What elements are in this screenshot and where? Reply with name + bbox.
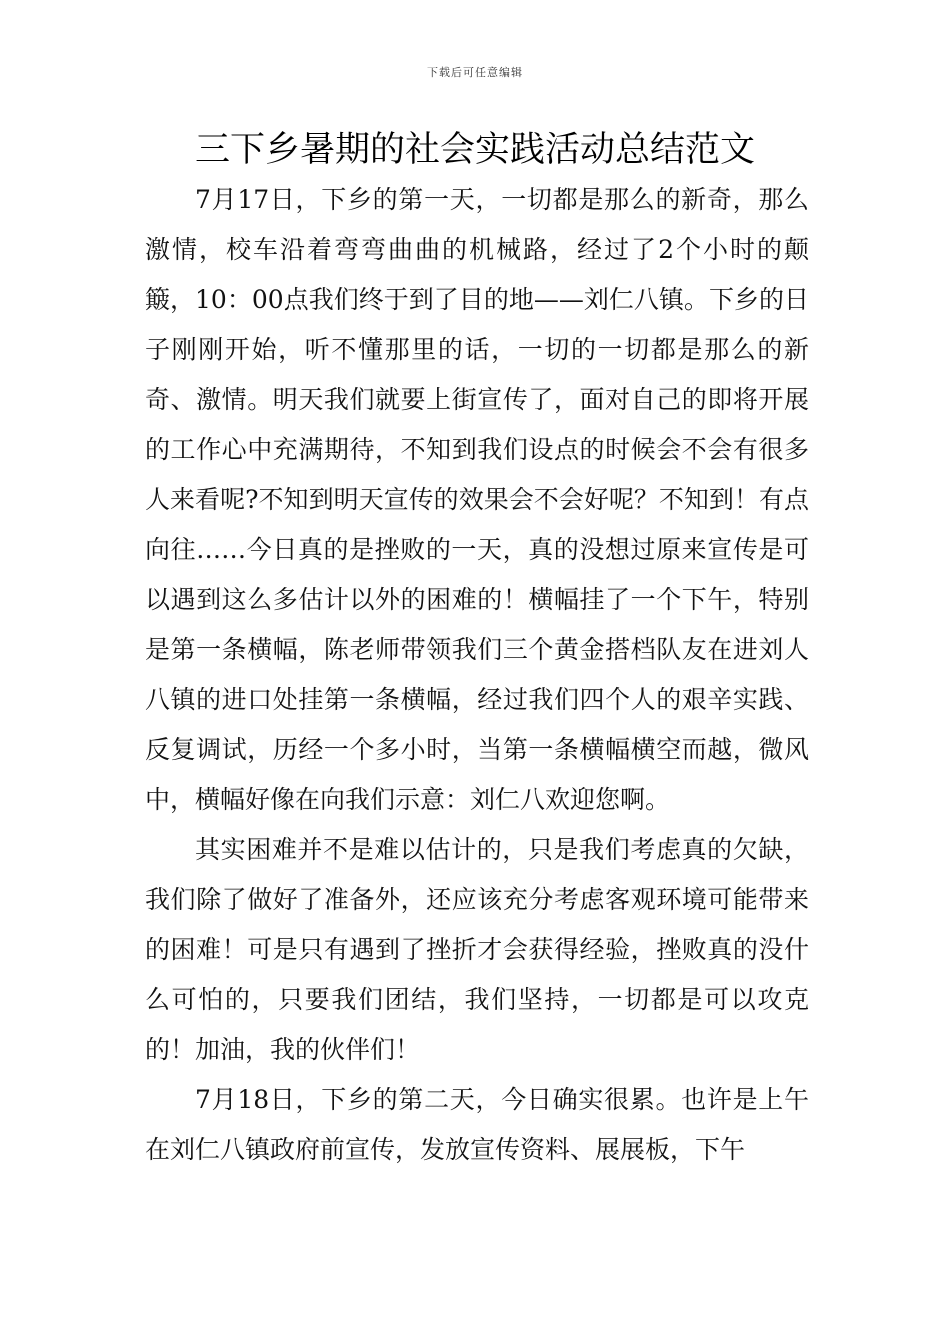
- document-title: 三下乡暑期的社会实践活动总结范文: [194, 130, 755, 170]
- header-note: 下载后可任意编辑: [427, 66, 523, 79]
- paragraph: 7月17日，下乡的第一天，一切都是那么的新奇，那么激情，校车沿着弯弯曲曲的机械路，经过了2个小时的颠簸，10：00点我们终于到了目的地——刘仁八镇。下乡的日子刚刚开始，听不懂那里的话，一切的一切都是那么的新奇、激情。明天我们就要上街宣传了，面对自己的即将开展的工作心中充满期待，不知到我们设点的时候会不会有很多人来看呢?不知到明天宣传的效果会不会好呢？不知到！有点向往……今日真的是挫败的一天，真的没想过原来宣传是可以遇到这么多估计以外的困难的！横幅挂了一个下午，特别是第一条横幅，陈老师带领我们三个黄金搭档队友在进刘人八镇的进口处挂第一条横幅，经过我们四个人的艰辛实践、反复调试，历经一个多小时，当第一条横幅横空而越，微风中，横幅好像在向我们示意：刘仁八欢迎您啊。: [145, 185, 809, 814]
- paragraph: 其实困难并不是难以估计的，只是我们考虑真的欠缺，我们除了做好了准备外，还应该充分考虑客观环境可能带来的困难！可是只有遇到了挫折才会获得经验，挫败真的没什么可怕的，只要我们团结，我们坚持，一切都是可以攻克的！加油，我的伙伴们！: [145, 835, 809, 1064]
- document-body: [145, 175, 809, 1175]
- paragraph: 7月18日，下乡的第二天，今日确实很累。也许是上午在刘仁八镇政府前宣传，发放宣传资料、展展板，下午: [145, 1085, 809, 1164]
